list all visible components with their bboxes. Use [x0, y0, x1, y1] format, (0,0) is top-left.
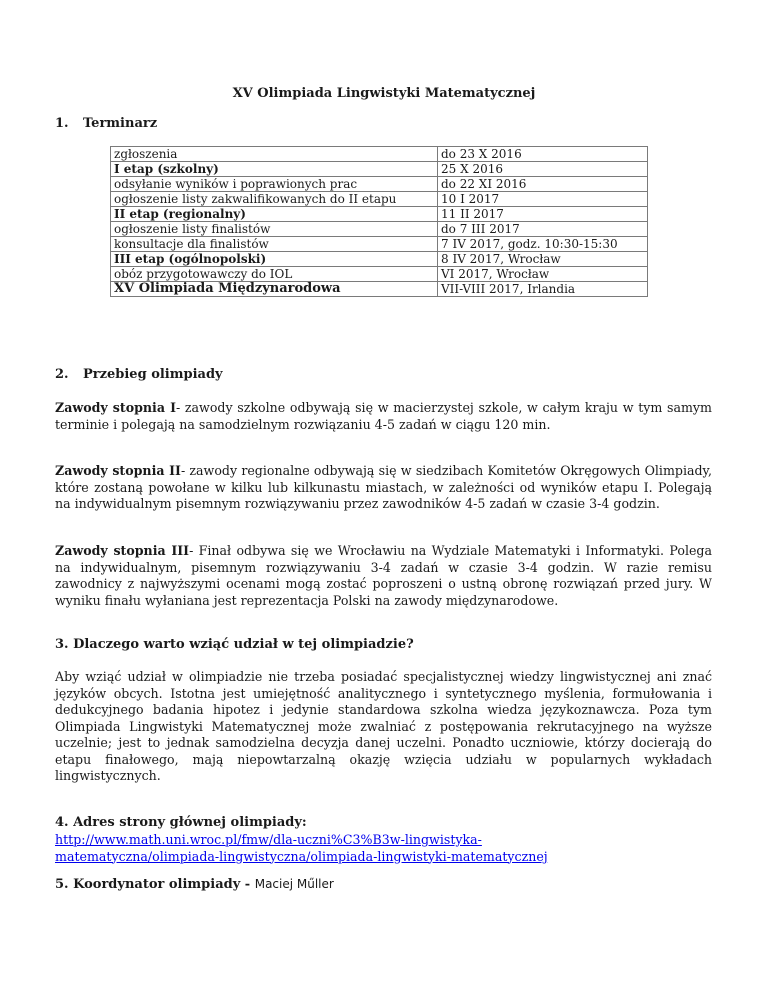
schedule-event: III etap (ogólnopolski)	[111, 252, 438, 267]
schedule-date: 25 X 2016	[438, 162, 648, 177]
why-paragraph: Aby wziąć udział w olimpiadzie nie trzeba posiadać specjalistycznej wiedzy lingwistycznej ani znać języków obcych. Istotna jest umiejętność analitycznego i syntetycznego myślenia, formułowania i dedukcyjnego badania hipotez i jedynie standardowa szkolna wiedza językoznawcza. Poza tym Olimpiada Lingwistyki Matematycznej może zwalniać z postępowania rekrutacyjnego na wyższe uczelnie; jest to jednak samodzielna decyzja danej uczelni. Ponadto uczniowie, którzy docierają do etapu finałowego, mają niepowtarzalną okazję wzięcia udziału w popularnych wykładach lingwistycznych.	[55, 669, 712, 783]
schedule-row	[111, 192, 648, 207]
section-heading-course: 2. Przebieg olimpiady	[55, 367, 223, 382]
website-link[interactable]: http://www.math.uni.wroc.pl/fmw/dla-uczni%C3%B3w-lingwistyka- matematyczna/olimpiada-lingwistyczna/olimpiada-lingwistyki-matematycznej	[55, 832, 548, 864]
schedule-row	[111, 222, 648, 237]
schedule-table	[110, 146, 648, 297]
schedule-date: 10 I 2017	[438, 192, 648, 207]
section-heading-coordinator: 5. Koordynator olimpiady - Maciej Műller	[55, 877, 334, 892]
schedule-date: do 22 XI 2016	[438, 177, 648, 192]
schedule-event: odsyłanie wyników i poprawionych prac	[111, 177, 438, 192]
section-heading-schedule: 1. Terminarz	[55, 116, 158, 131]
section-heading-why: 3. Dlaczego warto wziąć udział w tej olimpiadzie?	[55, 637, 414, 652]
schedule-row	[111, 177, 648, 192]
schedule-event: obóz przygotowawczy do IOL	[111, 267, 438, 282]
schedule-date: VI 2017, Wrocław	[438, 267, 648, 282]
stage-3-paragraph: Zawody stopnia III- Finał odbywa się we Wrocławiu na Wydziale Matematyki i Informatyki. Polega na indywidualnym, pisemnym rozwiązywaniu 3-4 zadań w czasie 3-4 godzin. W razie remisu zawodnicy z najwyższymi ocenami mogą zostać poproszeni o ustną obronę rozwiązań przed jury. W wyniku finału wyłaniana jest reprezentacja Polski na zawody międzynarodowe.	[55, 543, 712, 608]
schedule-event: II etap (regionalny)	[111, 207, 438, 222]
schedule-row	[111, 162, 648, 177]
schedule-row	[111, 147, 648, 162]
stage-2-paragraph: Zawody stopnia II- zawody regionalne odbywają się w siedzibach Komitetów Okręgowych Olimpiady, które zostaną powołane w kilku lub kilkunastu miastach, w zależności od wyników etapu I. Polegają na indywidualnym pisemnym rozwiązywaniu przez zawodników 4-5 zadań w czasie 3-4 godzin.	[55, 463, 713, 511]
section-heading-website: 4. Adres strony głównej olimpiady:	[55, 815, 307, 830]
schedule-row	[111, 237, 648, 252]
schedule-date: VII-VIII 2017, Irlandia	[438, 282, 648, 297]
schedule-date: 7 IV 2017, godz. 10:30-15:30	[438, 237, 648, 252]
schedule-row	[111, 267, 648, 282]
schedule-date: do 7 III 2017	[438, 222, 648, 237]
website-link-block	[55, 832, 715, 865]
schedule-event: XV Olimpiada Międzynarodowa	[111, 282, 438, 297]
schedule-date: 8 IV 2017, Wrocław	[438, 252, 648, 267]
schedule-event: ogłoszenie listy zakwalifikowanych do II etapu	[111, 192, 438, 207]
schedule-row	[111, 207, 648, 222]
document-title: XV Olimpiada Lingwistyki Matematycznej	[232, 86, 536, 101]
schedule-event: I etap (szkolny)	[111, 162, 438, 177]
schedule-row	[111, 252, 648, 267]
schedule-row	[111, 282, 648, 297]
schedule-event: zgłoszenia	[111, 147, 438, 162]
coordinator-name: Maciej Műller	[254, 877, 334, 891]
schedule-date: do 23 X 2016	[438, 147, 648, 162]
schedule-event: ogłoszenie listy finalistów	[111, 222, 438, 237]
schedule-date: 11 II 2017	[438, 207, 648, 222]
stage-1-paragraph: Zawody stopnia I- zawody szkolne odbywają się w macierzystej szkole, w całym kraju w tym samym terminie i polegają na samodzielnym rozwiązaniu 4-5 zadań w ciągu 120 min.	[55, 400, 712, 432]
schedule-event: konsultacje dla finalistów	[111, 237, 438, 252]
